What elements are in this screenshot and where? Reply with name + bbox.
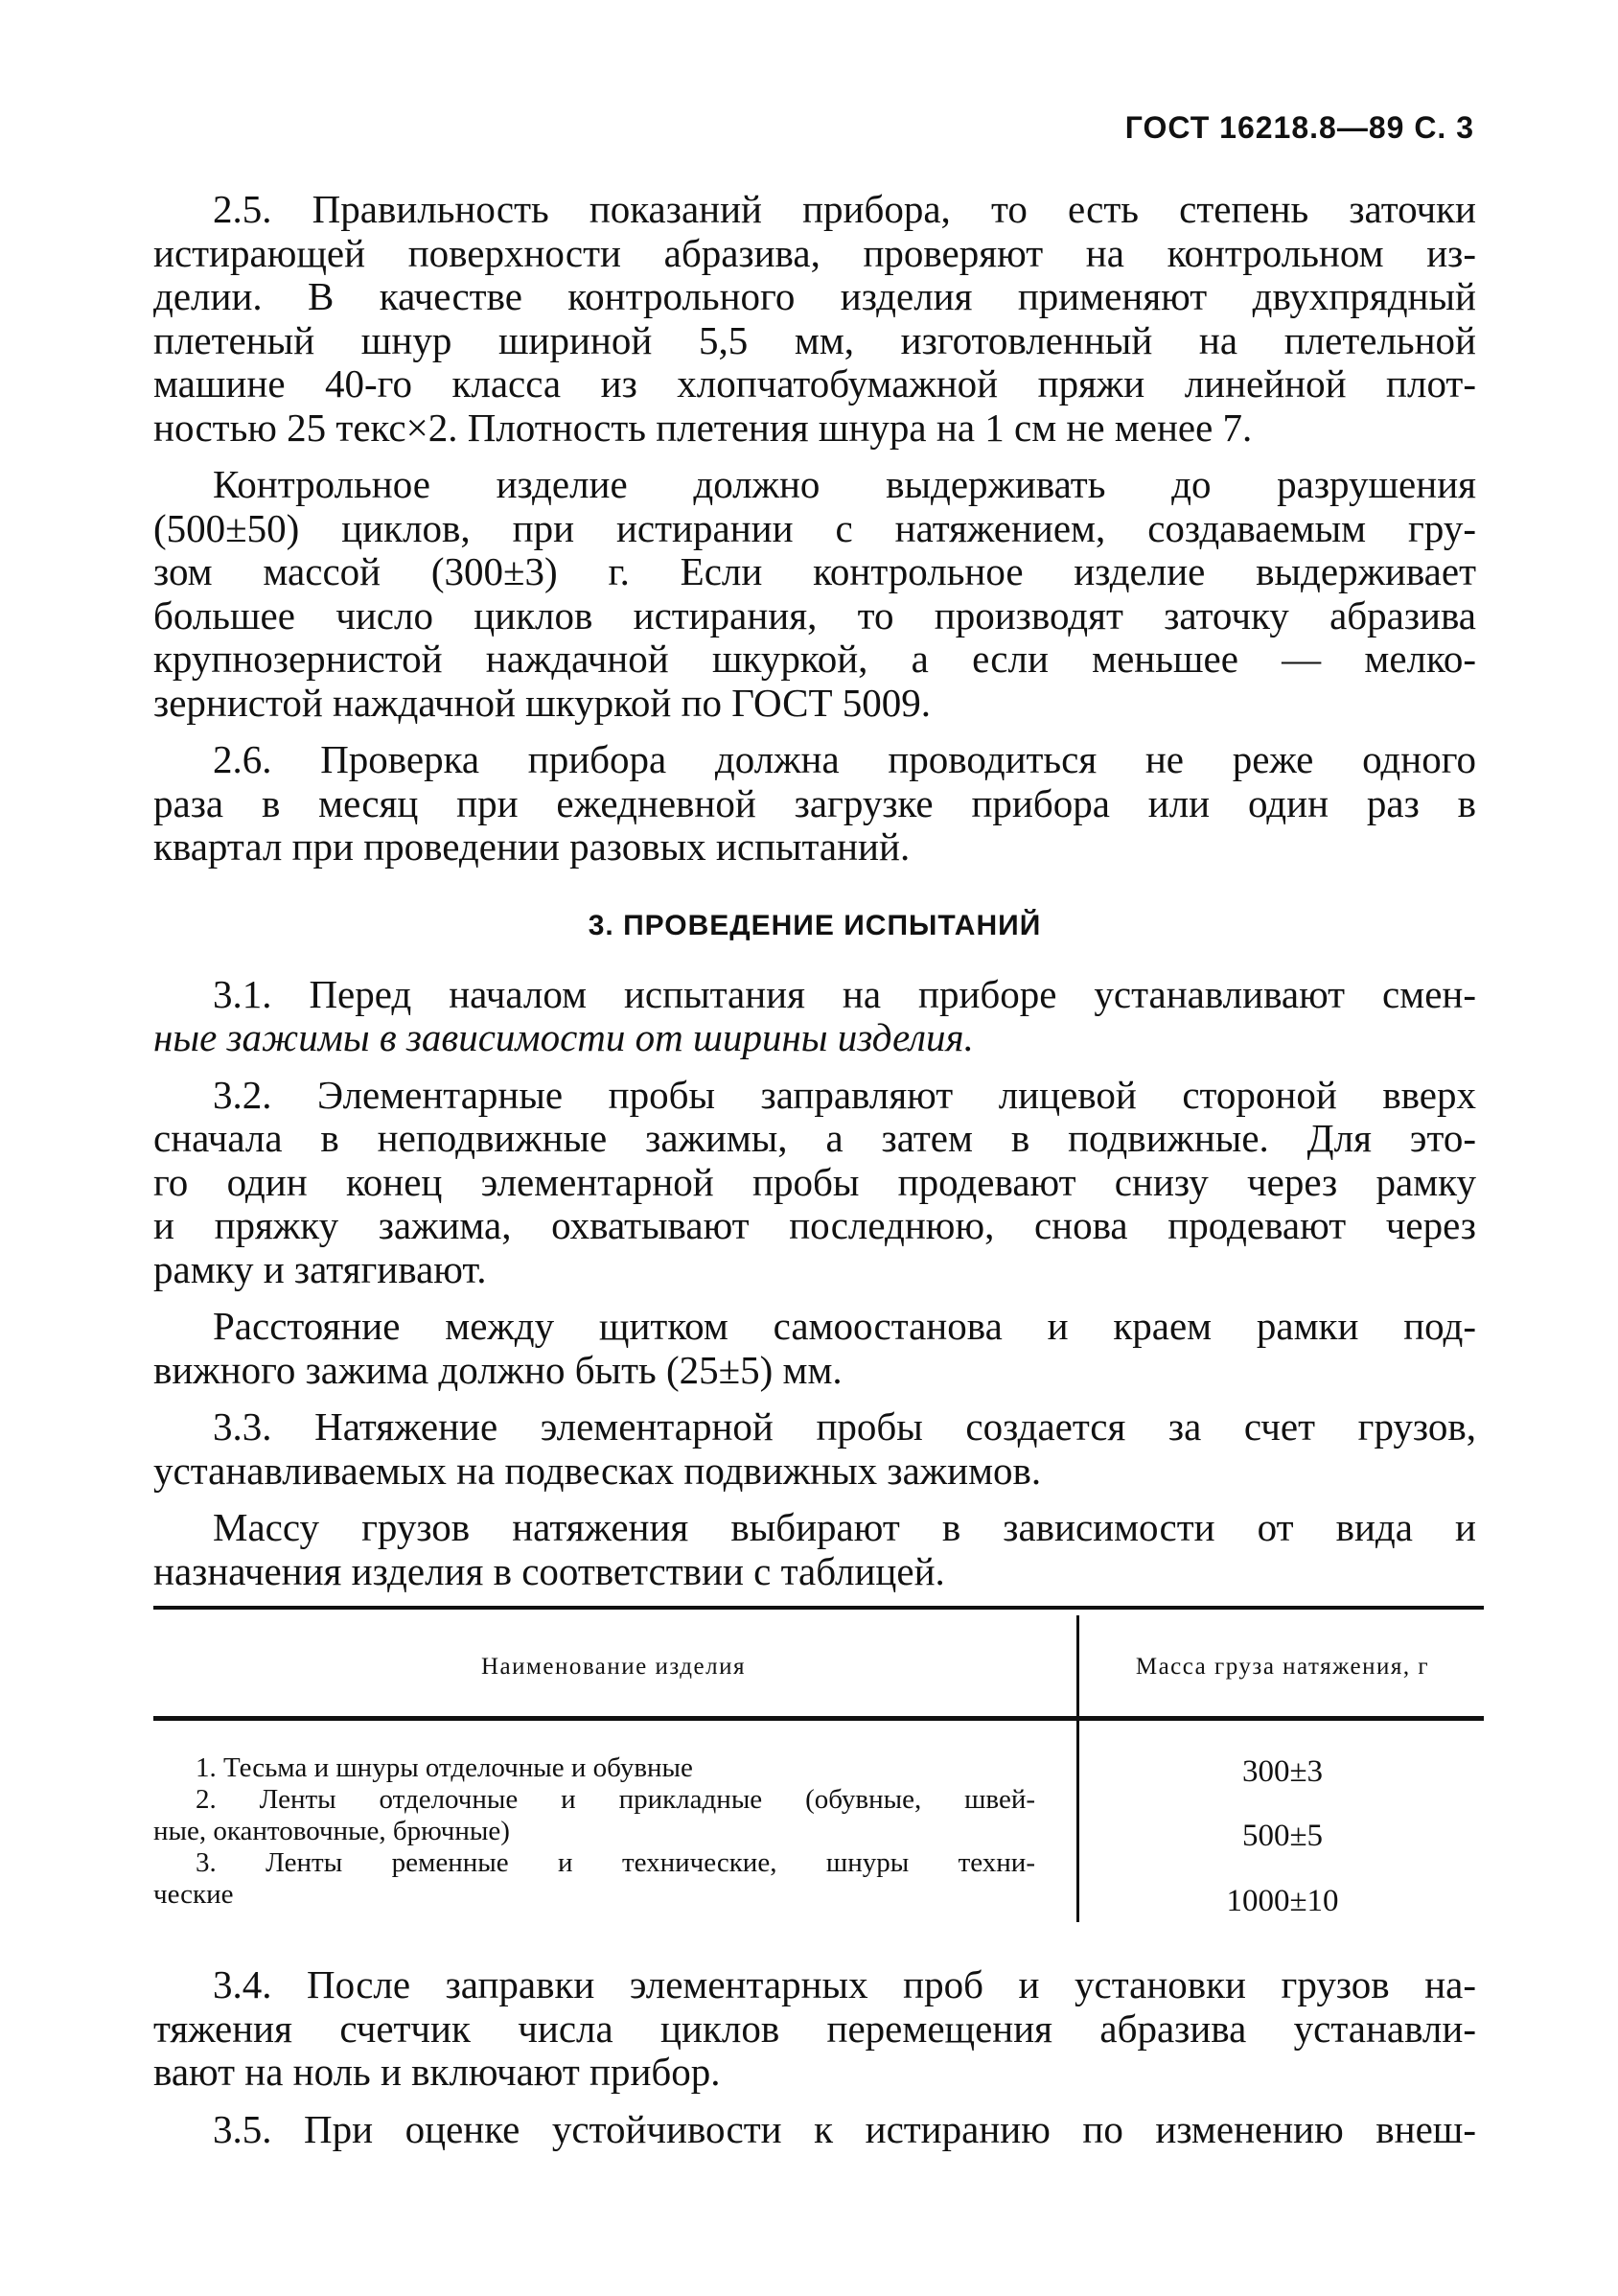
text-line: 2.5. Правильность показаний прибора, то есть степень заточки xyxy=(213,187,1476,231)
text-line: ные зажимы в зависимости от ширины изделия. xyxy=(153,1015,974,1059)
text-line: делии. В качестве контрольного изделия применяют двухпрядный xyxy=(153,274,1476,318)
text-line: Контрольное изделие должно выдерживать до разрушения xyxy=(213,462,1476,506)
table-header-rule xyxy=(153,1716,1484,1721)
text-line: Массу грузов натяжения выбирают в зависимости от вида и xyxy=(213,1505,1476,1549)
paragraph-3-5 xyxy=(153,2108,1476,2152)
table-row-mass: 500±5 xyxy=(1241,1819,1324,1853)
paragraph-mass-choice xyxy=(153,1506,1476,1593)
text-line: машине 40-го класса из хлопчатобумажной пряжи линейной плот- xyxy=(153,361,1476,406)
text-line: 3.4. После заправки элементарных проб и установки грузов на- xyxy=(213,1962,1476,2006)
text-line: ностью 25 текс×2. Плотность плетения шнура на 1 см не менее 7. xyxy=(153,405,1253,450)
text-line: Расстояние между щитком самоостанова и краем рамки под- xyxy=(213,1304,1476,1348)
table-cell-line: ческие xyxy=(153,1879,234,1910)
paragraph-2-6 xyxy=(153,738,1476,870)
text-line: истирающей поверхности абразива, проверяют на контрольном из- xyxy=(153,230,1476,275)
text-line: го один конец элементарной пробы продевают снизу через рамку xyxy=(153,1159,1476,1204)
text-line: 3.2. Элементарные пробы заправляют лицевой стороной вверх xyxy=(213,1072,1476,1117)
table-top-rule xyxy=(153,1606,1484,1610)
table-column-divider xyxy=(1076,1615,1079,1922)
table-row-name xyxy=(153,1752,1035,1784)
section-heading: 3. ПРОВЕДЕНИЕ ИСПЫТАНИЙ xyxy=(588,909,1042,941)
text-line: 3.5. При оценке устойчивости к истиранию по изменению внеш- xyxy=(213,2106,1476,2151)
body-text-lower xyxy=(153,1963,1476,2151)
text-line: большее число циклов истирания, то производят заточку абразива xyxy=(153,592,1476,638)
paragraph-3-4 xyxy=(153,1963,1476,2095)
text-line: квартал при проведении разовых испытаний. xyxy=(153,824,911,869)
text-line: зом массой (300±3) г. Если контрольное изделие выдерживает xyxy=(153,549,1476,593)
table-row-name xyxy=(153,1847,1035,1911)
table-row-mass: 1000±10 xyxy=(1226,1884,1339,1918)
table-header-name: Наименование изделия xyxy=(481,1654,746,1680)
text-line: вижного зажима должно быть (25±5) мм. xyxy=(153,1347,843,1392)
text-line: плетеный шнур шириной 5,5 мм, изготовленный на плетельной xyxy=(153,317,1476,362)
text-line: раза в месяц при ежедневной загрузке прибора или один раз в xyxy=(153,780,1476,825)
text-line: вают на ноль и включают прибор. xyxy=(153,2050,721,2094)
paragraph-3-3 xyxy=(153,1405,1476,1493)
text-line: сначала в неподвижные зажимы, а затем в подвижные. Для это- xyxy=(153,1116,1476,1160)
table-cell-line: 1. Тесьма и шнуры отделочные и обувные xyxy=(196,1752,693,1783)
text-line: тяжения счетчик числа циклов перемещения абразива устанавли- xyxy=(153,2006,1476,2051)
text-line: 3.3. Натяжение элементарной пробы создается за счет грузов, xyxy=(213,1404,1476,1449)
text-line: зернистой наждачной шкуркой по ГОСТ 5009. xyxy=(153,680,931,725)
text-line: устанавливаемых на подвесках подвижных зажимов. xyxy=(153,1448,1042,1493)
table-cell-line: 3. Ленты ременные и технические, шнуры техни- xyxy=(196,1847,1035,1878)
paragraph-3-1 xyxy=(153,973,1476,1060)
table-row-name xyxy=(153,1784,1035,1847)
table-header-mass: Масса груза натяжения, г xyxy=(1135,1654,1430,1680)
tension-mass-table xyxy=(153,1606,1484,1937)
paragraph-control-item xyxy=(153,463,1476,725)
table-cell-line: ные, окантовочные, брючные) xyxy=(153,1816,510,1846)
page-header: ГОСТ 16218.8—89 С. 3 xyxy=(1124,110,1474,145)
text-line: (500±50) циклов, при истирании с натяжением, создаваемым гру- xyxy=(153,505,1476,550)
table-row-mass: 300±3 xyxy=(1241,1754,1324,1789)
text-line: 3.1. Перед началом испытания на приборе устанавливают смен- xyxy=(213,971,1476,1016)
paragraph-2-5 xyxy=(153,188,1476,450)
text-line: рамку и затягивают. xyxy=(153,1246,487,1291)
text-line: 2.6. Проверка прибора должна проводиться не реже одного xyxy=(213,737,1476,781)
text-line: и пряжку зажима, охватывают последнюю, снова продевают через xyxy=(153,1203,1476,1247)
paragraph-distance xyxy=(153,1305,1476,1392)
paragraph-3-2 xyxy=(153,1074,1476,1292)
body-text-upper xyxy=(153,188,1476,1593)
table-cell-line: 2. Ленты отделочные и прикладные (обувные, швей- xyxy=(196,1784,1035,1815)
text-line: назначения изделия в соответствии с таблицей. xyxy=(153,1548,945,1593)
text-line: крупнозернистой наждачной шкуркой, а если меньшее — мелко- xyxy=(153,637,1476,681)
